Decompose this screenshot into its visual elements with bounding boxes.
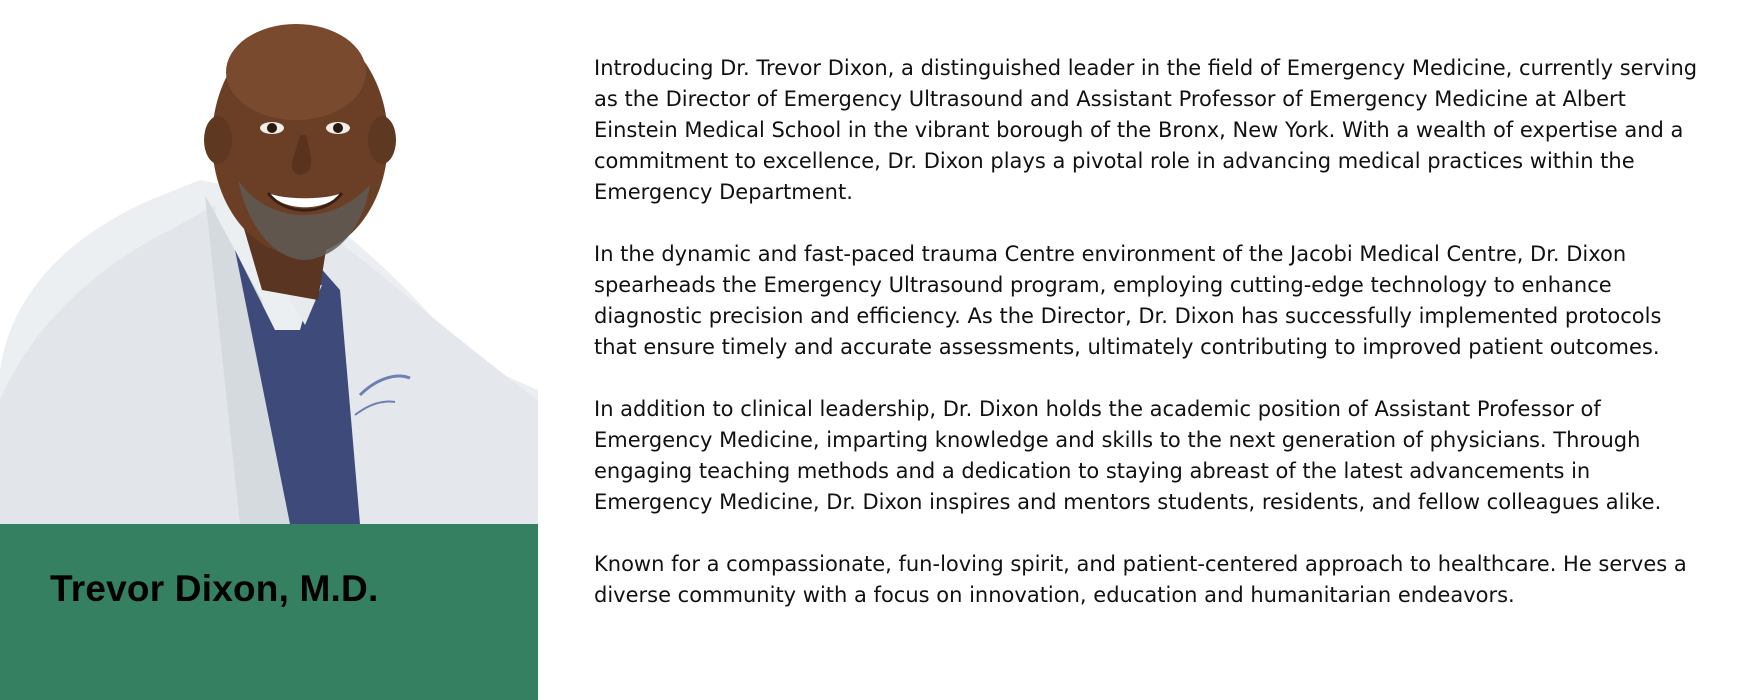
bio-paragraph: Introducing Dr. Trevor Dixon, a distinguished leader in the field of Emergency Medicine, currently serving as the Director of Emergency Ultrasound and Assistant Professor of Emergency Medicine at Albert Einstein Medical School in the vibrant borough of the Bronx, New York. With a wealth of expertise and a commitment to excellence, Dr. Dixon plays a pivotal role in advancing medical practices within the Emergency Department.: [594, 56, 1698, 204]
profile-card: [0, 0, 538, 700]
bio-paragraph: In the dynamic and fast-paced trauma Centre environment of the Jacobi Medical Centre, Dr. Dixon spearheads the Emergency Ultrasound program, employing cutting-edge technology to enhance diagnostic precision and efficiency. As the Director, Dr. Dixon has successfully implemented protocols that ensure timely and accurate assessments, ultimately contributing to improved patient outcomes.: [594, 242, 1662, 359]
name-plate: [0, 524, 538, 700]
doctor-portrait-photo: [0, 0, 538, 524]
bio-text: [594, 53, 1704, 642]
bio-paragraph: Known for a compassionate, fun-loving spirit, and patient-centered approach to healthcare. He serves a diverse community with a focus on innovation, education and humanitarian endeavors.: [594, 552, 1687, 607]
bio-paragraph: In addition to clinical leadership, Dr. Dixon holds the academic position of Assistant Professor of Emergency Medicine, imparting knowledge and skills to the next generation of physicians. Through engaging teaching methods and a dedication to staying abreast of the latest advancements in Emergency Medicine, Dr. Dixon inspires and mentors students, residents, and fellow colleagues alike.: [594, 397, 1662, 514]
doctor-name: Trevor Dixon, M.D.: [50, 568, 379, 609]
